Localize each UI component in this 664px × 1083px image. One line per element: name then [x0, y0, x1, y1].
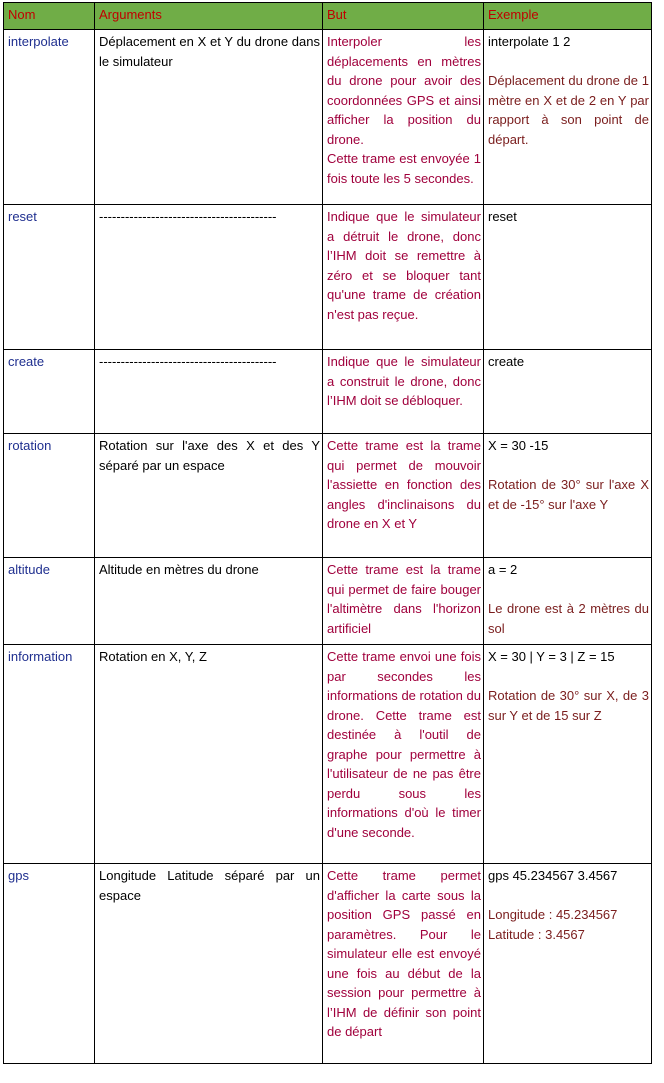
protocol-table	[3, 2, 652, 1064]
cell-exemple	[484, 434, 652, 558]
table-row-reset	[4, 205, 652, 350]
cell-arguments: -----------------------------------------	[95, 350, 323, 434]
cell-arguments: Altitude en mètres du drone	[95, 558, 323, 645]
but-text: Cette trame envoi une fois par secondes les informations de rotation du drone. Cette trame est destinée à l'outil de graphe pour permettre à l'utilisateur de ne pas être perdu sous les informations d'où le timer d'une seconde.	[327, 649, 481, 840]
exemple-description: Rotation de 30° sur l'axe X et de -15° sur l'axe Y	[488, 477, 649, 512]
table-row-information	[4, 645, 652, 864]
but-text: Interpoler les déplacements en mètres du drone pour avoir des coordonnées GPS et ainsi afficher la position du drone.	[327, 34, 481, 147]
cell-nom: create	[4, 350, 95, 434]
exemple-description: Le drone est à 2 mètres du sol	[488, 601, 649, 636]
cell-but	[323, 558, 484, 645]
but-text: Cette trame est la trame qui permet de faire bouger l'altimètre dans l'horizon artificiel	[327, 562, 481, 636]
header-exemple: Exemple	[484, 3, 652, 30]
cell-arguments: Rotation sur l'axe des X et des Y séparé par un espace	[95, 434, 323, 558]
exemple-description: Longitude : 45.234567	[488, 907, 618, 922]
but-text: Indique que le simulateur a détruit le drone, donc l’IHM doit se remettre à zéro et se bloquer tant qu'une trame de création n'est pas reçue.	[327, 209, 481, 322]
cell-but	[323, 864, 484, 1064]
cell-nom: gps	[4, 864, 95, 1064]
cell-arguments: Rotation en X, Y, Z	[95, 645, 323, 864]
header-nom: Nom	[4, 3, 95, 30]
cell-nom: reset	[4, 205, 95, 350]
cell-exemple	[484, 864, 652, 1064]
exemple-command: create	[488, 354, 525, 369]
table-row-rotation	[4, 434, 652, 558]
but-text: Cette trame permet d'afficher la carte sous la position GPS passé en paramètres. Pour le simulateur elle est envoyé une fois au début de la session pour permettre à l’IHM de définir son point de départ	[327, 868, 481, 1039]
cell-but	[323, 30, 484, 205]
table-row-altitude	[4, 558, 652, 645]
exemple-description: Déplacement du drone de 1 mètre en X et de 2 en Y par rapport à son point de départ.	[488, 73, 649, 147]
exemple-command: X = 30 | Y = 3 | Z = 15	[488, 649, 615, 664]
table-row-create	[4, 350, 652, 434]
table-row-interpolate	[4, 30, 652, 205]
exemple-command: interpolate 1 2	[488, 34, 571, 49]
cell-but	[323, 205, 484, 350]
cell-exemple	[484, 558, 652, 645]
but-text: Indique que le simulateur a construit le drone, donc l’IHM doit se débloquer.	[327, 354, 481, 408]
exemple-command: X = 30 -15	[488, 438, 549, 453]
table-row-gps	[4, 864, 652, 1064]
cell-but	[323, 350, 484, 434]
exemple-description: Rotation de 30° sur X, de 3 sur Y et de 15 sur Z	[488, 688, 649, 723]
cell-nom: information	[4, 645, 95, 864]
cell-exemple	[484, 350, 652, 434]
but-text: Cette trame est la trame qui permet de mouvoir l'assiette en fonction des angles d'inclinaisons du drone en X et Y	[327, 438, 481, 531]
cell-but	[323, 645, 484, 864]
cell-but	[323, 434, 484, 558]
header-but: But	[323, 3, 484, 30]
header-row	[4, 3, 652, 30]
cell-exemple	[484, 205, 652, 350]
but-text-2: Cette trame est envoyée 1 fois toute les 5 secondes.	[327, 151, 481, 186]
header-arguments: Arguments	[95, 3, 323, 30]
cell-nom: rotation	[4, 434, 95, 558]
exemple-description-2: Latitude : 3.4567	[488, 926, 585, 942]
cell-arguments: Longitude Latitude séparé par un espace	[95, 864, 323, 1064]
cell-exemple	[484, 645, 652, 864]
cell-exemple	[484, 30, 652, 205]
exemple-command: reset	[488, 209, 517, 224]
cell-nom: altitude	[4, 558, 95, 645]
cell-nom: interpolate	[4, 30, 95, 205]
cell-arguments: Déplacement en X et Y du drone dans le simulateur	[95, 30, 323, 205]
cell-arguments: -----------------------------------------	[95, 205, 323, 350]
exemple-command: gps 45.234567 3.4567	[488, 868, 618, 883]
exemple-command: a = 2	[488, 562, 518, 577]
